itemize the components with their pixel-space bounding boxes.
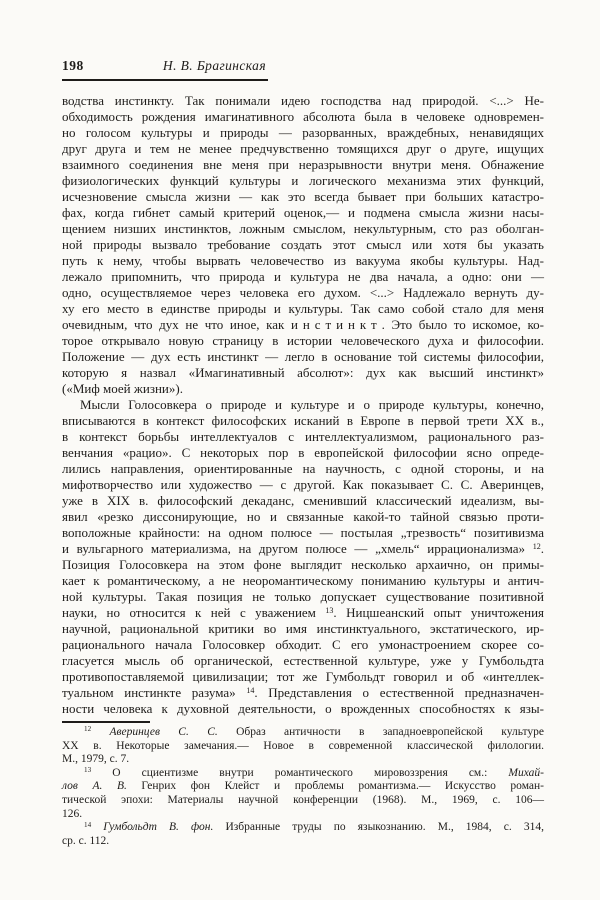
text-line	[62, 525, 544, 541]
text-line	[62, 541, 544, 557]
text-segment: . Это было то искомое, ко-	[381, 317, 544, 332]
text-line	[62, 835, 544, 849]
text-segment: взаимного соединения вне меня при неразрывности внутри меня. Обнажение	[62, 157, 544, 172]
footnote-reference: 13	[325, 605, 334, 615]
text-segment: XX в. Некоторые замечания.— Новое в современной классической филологии.	[62, 739, 544, 752]
text-segment: ной природы вызвало требование создать этот смысл или хотя бы указать	[62, 237, 544, 252]
text-segment: научной, рациональной критики во имя инстинктуального, экстатического, ир-	[62, 621, 544, 636]
text-line	[62, 445, 544, 461]
text-segment: уже в XIX в. философский декаданс, сменивший классический идеализм, вы-	[62, 493, 544, 508]
text-segment: Образ античности в западноевропейской культуре	[217, 726, 544, 738]
text-segment: науки, но относится к ней с уважением	[62, 605, 326, 620]
text-segment: мифотворчество или художество — с другой. Как показывает С. С. Аверинцев,	[62, 477, 544, 492]
page-number: 198	[62, 58, 84, 73]
text-segment: Михай-	[508, 766, 544, 779]
text-line	[62, 93, 544, 109]
text-segment	[91, 726, 109, 738]
text-line	[62, 685, 544, 701]
text-segment: Аверинцев С. С.	[109, 726, 218, 738]
text-segment: которую я назвал «Имагинативный абсолют»: дух как высший инстинкт»	[62, 365, 544, 380]
text-segment: воположные крайности: на одном полюсе — постылая „трезвость“ позитивизма	[62, 525, 544, 540]
text-segment: Мысли Голосовкера о природе и культуре и о природе культуры, конечно,	[80, 397, 544, 412]
text-segment: водства инстинкту. Так понимали идею господства над природой. <...> Не-	[62, 93, 544, 108]
text-segment: путь к нему, чтобы вырвать человечество из вакуума якобы культуры. Над-	[62, 253, 544, 268]
text-line	[62, 189, 544, 205]
footnote	[62, 821, 544, 848]
text-line	[62, 285, 544, 301]
text-segment: Положение — дух есть инстинкт — легло в основание той системы философии,	[62, 349, 544, 364]
text-line	[62, 205, 544, 221]
footnote-reference: 14	[246, 685, 255, 695]
text-line	[62, 237, 544, 253]
text-line	[62, 333, 544, 349]
text-segment: в контекст борьбы интеллектуалов с интеллектуализмом, рационального раз-	[62, 429, 544, 444]
text-line	[62, 221, 544, 237]
text-segment: М., 1979, с. 7.	[62, 753, 130, 766]
text-segment: венчания «рацио». С некоторых пор в европейской философии ясно опреде-	[62, 445, 544, 460]
text-segment: («Миф моей жизни»).	[62, 381, 183, 396]
text-segment: ности человека к духовной деятельности, о врожденных способностях к язы-	[62, 701, 544, 716]
text-segment: Гумбольдт В. фон.	[103, 821, 214, 834]
text-line	[62, 141, 544, 157]
text-line	[62, 317, 544, 333]
text-line	[62, 125, 544, 141]
footnote-reference: 12	[532, 541, 541, 551]
text-line	[62, 589, 544, 605]
text-segment: явил «резко диссонирующие, но и связанные какой-то тайной связью проти-	[62, 509, 544, 524]
text-segment: обходимость рождения имагинативного абсолюта была в человеке одновремен-	[62, 109, 544, 124]
text-line	[62, 767, 544, 781]
text-line	[62, 397, 544, 413]
text-line	[62, 269, 544, 285]
text-line	[62, 381, 544, 397]
text-segment: рационального начала Голосовкер обходит. С его умонастроением скорее со-	[62, 637, 544, 652]
text-segment: кает к романтическому, а не неоромантическому пониманию культуры и антич-	[62, 573, 544, 588]
footnote-reference: 14	[84, 820, 92, 829]
text-line	[62, 557, 544, 573]
text-line	[62, 301, 544, 317]
text-segment: ху его место в единстве природы и культуры. Так само собой стало для меня	[62, 301, 544, 316]
text-segment: 126.	[62, 807, 83, 820]
text-segment: Генрих фон Клейст и проблемы романтизма.— Искусство роман-	[126, 780, 544, 793]
text-line	[62, 413, 544, 429]
text-line	[62, 808, 544, 822]
paragraph	[62, 93, 544, 397]
text-line	[62, 605, 544, 621]
text-line	[62, 173, 544, 189]
text-segment: лежало припомнить, что природа и культура не два начала, а одно: они —	[62, 269, 544, 284]
text-line	[62, 493, 544, 509]
text-segment: фах, когда гибнет самый критерий оценок,— и подмена смысла жизни насы-	[62, 205, 544, 220]
page-header	[62, 58, 268, 81]
footnote-reference: 12	[84, 725, 92, 734]
text-line	[62, 349, 544, 365]
text-line	[62, 253, 544, 269]
text-segment: одно, осуществляемое через человека его духом. <...> Надлежало вернуть ду-	[62, 285, 544, 300]
text-segment: инстинкт	[291, 317, 382, 332]
body-text	[62, 93, 544, 717]
text-line	[62, 669, 544, 685]
text-line	[62, 821, 544, 835]
text-line	[62, 637, 544, 653]
text-segment: физиологических функций культуры и логического механизма этих функций,	[62, 173, 544, 188]
text-line	[62, 109, 544, 125]
text-segment: вписываются в контекст философских исканий в Европе в первой трети XX в.,	[62, 413, 544, 428]
text-segment: . Ницшеанский опыт уничтожения	[333, 605, 545, 620]
text-segment: и вульгарного материализма, на другом полюсе — „хмель“ иррационализма»	[62, 541, 533, 556]
text-segment: .	[540, 541, 544, 556]
text-line	[62, 509, 544, 525]
text-segment: щением низших инстинктов, ложным смыслом, некультурным, сто раз оболган-	[62, 221, 544, 236]
text-line	[62, 726, 544, 740]
text-segment: тической эпохи: Материалы научной конференции (1968). М., 1969, с. 106—	[62, 793, 544, 806]
text-line	[62, 573, 544, 589]
text-segment: но голосом культуры и природы — разорванных, враждебных, ненавидящих	[62, 125, 544, 140]
text-segment	[91, 821, 103, 833]
text-segment: Позиция Голосовкера на этом фоне выглядит несколько архаично, он примы-	[62, 557, 544, 572]
footnote-reference: 13	[84, 766, 92, 775]
footnotes	[62, 726, 544, 848]
text-segment: ной культуры. Такая позиция не только допускает существование позитивной	[62, 589, 544, 604]
text-segment: торое открывало новую страницу в истории человеческого духа и философии.	[62, 333, 544, 348]
text-segment: исчезновение смысла жизни — как это всегда бывает при больших катастро-	[62, 189, 544, 204]
footnote-separator	[62, 721, 150, 723]
text-line	[62, 365, 544, 381]
text-line	[62, 621, 544, 637]
text-segment: лились направления, ориентированные на научность, с одной стороны, и на	[62, 461, 544, 476]
text-line	[62, 780, 544, 794]
text-segment: гласуется мысль об органической, естественной культуре, уже у Гумбольдта	[62, 653, 544, 668]
text-line	[62, 157, 544, 173]
text-segment: друг друга и тем не менее предчувственно томящихся друг о друге, ищущих	[62, 141, 544, 156]
text-segment: . Представления о естественной предназначен-	[254, 685, 544, 700]
text-line	[62, 653, 544, 669]
text-line	[62, 794, 544, 808]
text-line	[62, 429, 544, 445]
text-segment: туальном инстинкте разума»	[62, 685, 247, 700]
text-line	[62, 701, 544, 717]
text-segment: О сциентизме внутри романтического мировоззрения см.:	[91, 766, 509, 779]
text-segment: Избранные труды по языкознанию. М., 1984, с. 314,	[213, 821, 544, 834]
text-line	[62, 753, 544, 767]
text-segment: лов А. В.	[62, 780, 127, 793]
text-segment: ср. с. 112.	[62, 834, 110, 847]
text-line	[62, 477, 544, 493]
text-segment: очевидным, что дух не что иное, как	[62, 317, 291, 332]
text-line	[62, 461, 544, 477]
footnote	[62, 767, 544, 821]
text-segment: противопоставляемой цивилизации; тот же Гумбольдт говорил и об «интеллек-	[62, 669, 544, 684]
text-line	[62, 740, 544, 754]
footnote	[62, 726, 544, 767]
running-head: Н. В. Брагинская	[162, 58, 266, 73]
paragraph	[62, 397, 544, 717]
